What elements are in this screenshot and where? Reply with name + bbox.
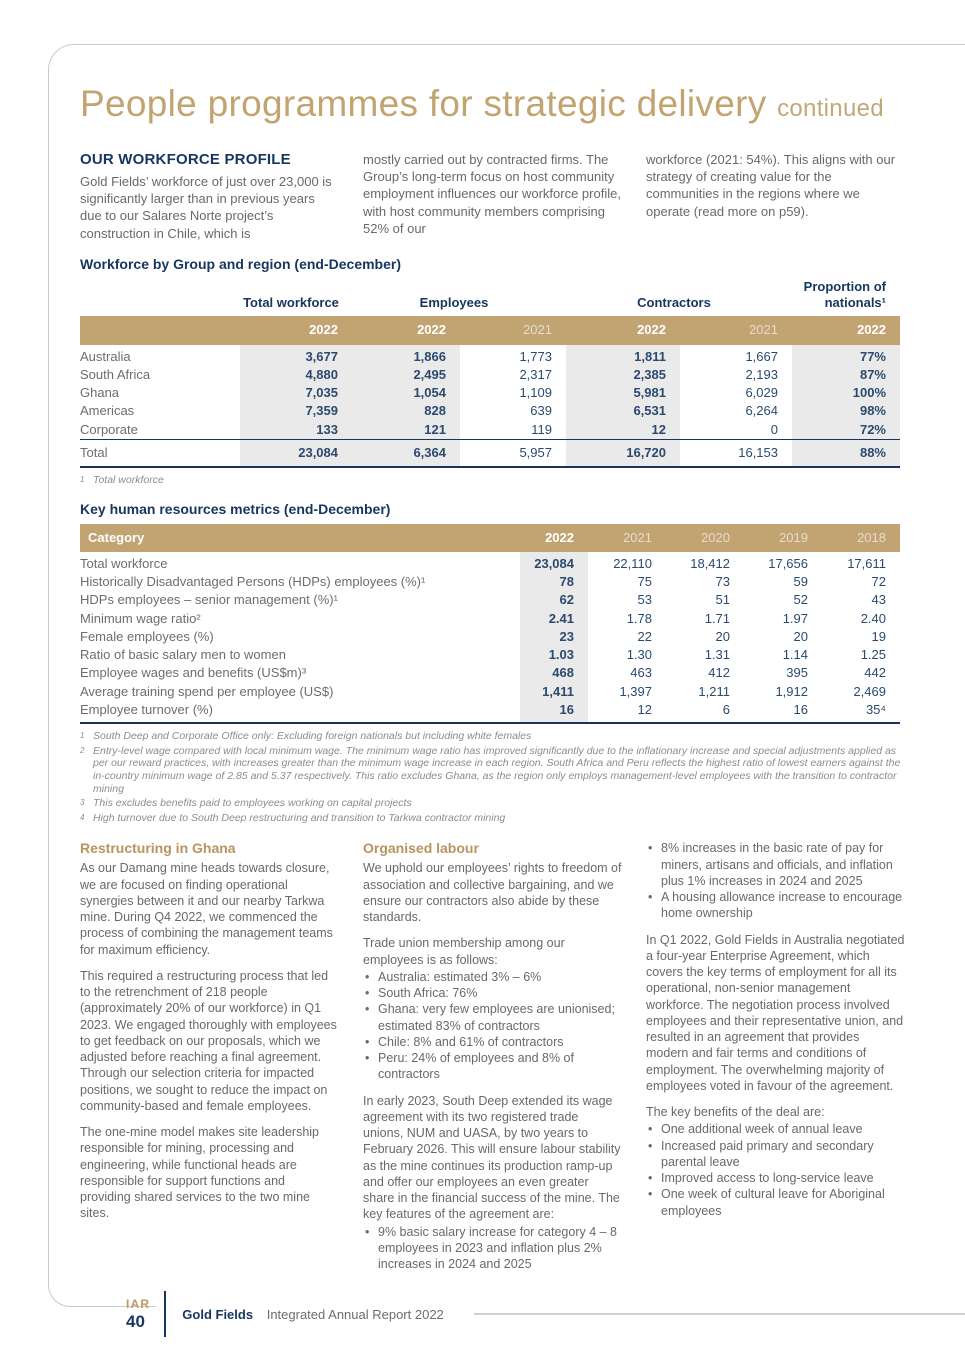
paragraph: This required a restructuring process that led to the retrenchment of 218 people (approximately 20% of our workforce) in Q1 2023. We engaged thoroughly with employees to get feedback on our proposals, which we adjusted before reaching a final agreement. Through our selection criteria for impacted positions, we sought to reduce the impact on community-based and female employees. (80, 968, 337, 1113)
region-label: Total (80, 439, 240, 467)
footer-iar-block (126, 1297, 150, 1332)
cell-value: 20 (715, 628, 730, 644)
cell-value: 16 (744, 701, 822, 723)
footer-brand-line (182, 1307, 444, 1322)
list-item: • South Africa: 76% (363, 985, 622, 1001)
cell-value: 5,957 (460, 439, 566, 467)
year-header: 2021 (460, 316, 566, 344)
footnote (80, 812, 905, 825)
footnote-marker: 4 (80, 812, 85, 822)
cell-value: 100% (792, 384, 900, 402)
table-row-south-africa (80, 366, 900, 384)
page-title-text: People programmes for strategic delivery (80, 83, 767, 124)
metrics-table-title: Key human resources metrics (end-December) (80, 500, 391, 517)
list-item: • One week of cultural leave for Aboriginal employees (646, 1186, 905, 1219)
cell-value: 1.14 (782, 647, 808, 663)
footer-report-title: Integrated Annual Report 2022 (266, 1306, 444, 1322)
metrics-header-row (80, 524, 900, 552)
metrics-row (80, 646, 900, 664)
footnote (80, 474, 905, 487)
cell-value: 19 (871, 628, 886, 644)
cell-value: 1,912 (775, 683, 808, 699)
cell-value: 1,773 (519, 348, 552, 364)
cell-value: 12 (566, 421, 680, 440)
cell-value: 1,411 (520, 683, 588, 701)
page-title (80, 84, 905, 125)
cell-value: 18,412 (690, 555, 730, 571)
cell-value: 133 (240, 421, 352, 440)
cell-value: 1.30 (626, 647, 652, 663)
cell-value: 1,866 (352, 345, 460, 366)
group-header-employees: Employees (419, 295, 489, 311)
footer-page-number: 40 (126, 1311, 145, 1331)
intro-heading: OUR WORKFORCE PROFILE (80, 150, 291, 168)
cell-value: 463 (630, 665, 652, 681)
metrics-row (80, 628, 900, 646)
footnote-text: This excludes benefits paid to employees working on capital projects (93, 797, 412, 810)
cell-value: 78 (520, 573, 588, 591)
bullet-list (363, 1224, 622, 1273)
list-item: • Ghana: very few employees are unionised; estimated 83% of contractors (363, 1001, 622, 1034)
section-heading-labour: Organised labour (363, 840, 479, 857)
cell-value: 6,264 (745, 403, 778, 419)
cell-value: 119 (531, 421, 552, 437)
year-header: 2018 (822, 524, 900, 552)
cell-value: 5,981 (566, 384, 680, 402)
cell-value: 7,035 (240, 384, 352, 402)
cell-value: 2.41 (520, 610, 588, 628)
cell-value: 77% (792, 345, 900, 366)
cell-value: 1,211 (698, 683, 730, 699)
cell-value: 3,677 (240, 345, 352, 366)
metric-label: Total workforce (80, 555, 168, 571)
table-row-ghana (80, 384, 900, 402)
cell-value: 1,054 (352, 384, 460, 402)
metrics-table-footnotes (80, 730, 905, 824)
list-item: • Chile: 8% and 61% of contractors (363, 1034, 622, 1050)
footnote-text: Total workforce (93, 474, 164, 487)
cell-value: 1.97 (782, 610, 808, 626)
narrative-sections (80, 840, 905, 1282)
region-label: Australia (80, 348, 131, 364)
paragraph: The one-mine model makes site leadership responsible for mining, processing and engineering, while functional heads are responsible for support functions and providing shared services to the two mine sites. (80, 1125, 320, 1221)
metric-label: HDPs employees – senior management (%)¹ (80, 592, 338, 608)
region-label: Americas (80, 403, 135, 419)
paragraph: As our Damang mine heads towards closure, we are focused on finding operational synergies between it and our nearby Tarkwa mine. During Q4 2022, we commenced the process of combining the management teams for maximum efficiency. (80, 861, 333, 957)
cell-value: 828 (352, 402, 460, 420)
intro-paragraph-3: workforce (2021: 54%). This aligns with our strategy of creating value for the communities in the regions where we operate (read more on p59). (646, 151, 896, 219)
cell-value: 43 (871, 592, 886, 608)
workforce-year-header-row (80, 316, 900, 344)
cell-value: 72 (871, 574, 886, 590)
region-label: Corporate (80, 421, 138, 437)
footnote-marker: 3 (80, 798, 85, 808)
section-restructuring-ghana (80, 840, 339, 1282)
cell-value: 88% (792, 439, 900, 467)
section-organised-labour (363, 840, 622, 1282)
region-label: South Africa (80, 366, 151, 382)
metric-label: Female employees (%) (80, 628, 214, 644)
cell-value: 17,656 (768, 555, 808, 571)
cell-value: 23,084 (240, 439, 352, 467)
cell-value: 1.25 (860, 647, 886, 663)
cell-value: 1.78 (626, 610, 652, 626)
list-item: • Increased paid primary and secondary parental leave (646, 1138, 905, 1171)
cell-value: 16,720 (566, 439, 680, 467)
section-agreement-details (646, 840, 905, 1282)
cell-value: 23 (520, 628, 588, 646)
cell-value: 17,611 (847, 555, 886, 571)
cell-value: 75 (637, 574, 652, 590)
metrics-row (80, 610, 900, 628)
paragraph: The key benefits of the deal are: (646, 1105, 825, 1120)
footnote-text: High turnover due to South Deep restructuring and transition to Tarkwa contractor mining (93, 811, 506, 824)
metric-label: Employee turnover (%) (80, 701, 520, 723)
list-item: • Australia: estimated 3% – 6% (363, 969, 622, 985)
metric-label: Average training spend per employee (US$) (80, 683, 334, 699)
metrics-row (80, 683, 900, 701)
intro-column-2 (363, 151, 622, 242)
cell-value: 639 (530, 403, 552, 419)
region-label: Ghana (80, 385, 120, 401)
cell-value: 12 (588, 701, 666, 723)
page-footer (126, 1291, 965, 1337)
paragraph: In early 2023, South Deep extended its wage agreement with its two registered trade unions, NUM and UASA, by two years to February 2026. This will ensure labour stability as the mine continues its production ramp-up and offer our employees an even greater share in the financial success of the mine. The key features of the agreement are: (363, 1093, 621, 1222)
page-title-continued: continued (777, 95, 884, 122)
cell-value: 1.31 (704, 647, 730, 663)
footnote-marker: 1 (80, 475, 85, 485)
cell-value: 72% (792, 421, 900, 440)
cell-value: 53 (637, 592, 652, 608)
footnote (80, 797, 905, 810)
list-item: • One additional week of annual leave (646, 1121, 905, 1137)
cell-value: 2,495 (352, 366, 460, 384)
cell-value: 87% (792, 366, 900, 384)
footer-iar-label: IAR (126, 1296, 151, 1311)
cell-value: 51 (715, 592, 730, 608)
cell-value: 2,385 (566, 366, 680, 384)
workforce-table (80, 279, 900, 468)
cell-value: 1,397 (619, 683, 652, 699)
metrics-row (80, 591, 900, 609)
cell-value: 73 (715, 574, 730, 590)
table-row-australia (80, 345, 900, 366)
cell-value: 1,109 (519, 385, 552, 401)
cell-value: 468 (520, 664, 588, 682)
footnote-marker: 1 (80, 731, 85, 741)
cell-value: 2.40 (860, 610, 886, 626)
cell-value: 6,029 (745, 385, 778, 401)
year-header: 2022 (520, 524, 588, 552)
workforce-group-header-row (80, 279, 900, 317)
table-row-total (80, 439, 900, 467)
cell-value: 1,811 (566, 345, 680, 366)
table-row-corporate (80, 421, 900, 440)
metrics-row (80, 573, 900, 591)
category-header: Category (80, 524, 520, 552)
list-item: • 8% increases in the basic rate of pay for miners, artisans and officials, and inflation plus 1% increases in 2024 and 2025 (646, 840, 905, 889)
list-item: • 9% basic salary increase for category 4 – 8 employees in 2023 and inflation plus 2% increases in 2024 and 2025 (363, 1224, 622, 1273)
metric-label: Minimum wage ratio² (80, 610, 201, 626)
cell-value: 412 (708, 665, 730, 681)
intro-paragraph-1: Gold Fields’ workforce of just over 23,000 is significantly larger than in previous years due to our Salares Norte project’s construction in Chile, which is (80, 173, 332, 241)
metric-label: Employee wages and benefits (US$m)³ (80, 665, 307, 681)
cell-value: 20 (793, 628, 808, 644)
paragraph: We uphold our employees’ rights to freedom of association and collective bargaining, and we ensure our contractors also abide by these standards. (363, 861, 622, 925)
footer-brand: Gold Fields (182, 1306, 254, 1322)
year-header: 2022 (792, 316, 900, 344)
group-header-total-workforce: Total workforce (243, 295, 339, 311)
metrics-row (80, 552, 900, 573)
list-item: • Improved access to long-service leave (646, 1170, 905, 1186)
cell-value: 98% (792, 402, 900, 420)
table-row-americas (80, 402, 900, 420)
cell-value: 2,193 (745, 366, 778, 382)
list-item: • A housing allowance increase to encourage home ownership (646, 889, 905, 922)
workforce-profile-intro (80, 151, 905, 242)
section-heading-ghana: Restructuring in Ghana (80, 840, 236, 857)
footer-rule (474, 1313, 965, 1315)
cell-value: 62 (520, 591, 588, 609)
cell-value: 52 (793, 592, 808, 608)
footer-divider (164, 1291, 166, 1337)
year-header: 2022 (240, 316, 352, 344)
bullet-list (646, 1121, 905, 1219)
cell-value: 2,469 (853, 683, 886, 699)
metrics-row (80, 701, 900, 723)
cell-value: 395 (786, 665, 808, 681)
cell-value: 121 (352, 421, 460, 440)
cell-value: 4,880 (240, 366, 352, 384)
year-header: 2022 (566, 316, 680, 344)
footnote (80, 745, 905, 795)
cell-value: 7,359 (240, 402, 352, 420)
year-header: 2021 (680, 316, 792, 344)
bullet-list (646, 840, 905, 921)
paragraph: Trade union membership among our employees is as follows: (363, 936, 565, 967)
cell-value: 6,364 (352, 439, 460, 467)
footnote-text: Entry-level wage compared with local minimum wage. The minimum wage ratio has improved significantly due to the inflationary increase and special adjustments applied as per our reward practices, with increases greater than the minimum wage increase in each region. South Africa and Peru reflects the highest ratio of lowest earners against the in-country minimum wage of 2.85 and 5.37 respectively. This ratio excludes Ghana, as the region only employs management-level employees with the transition to contractor mining (93, 744, 901, 795)
workforce-table-footnotes (80, 474, 905, 487)
workforce-table-title: Workforce by Group and region (end-December) (80, 255, 402, 272)
cell-value: 1,667 (745, 348, 778, 364)
year-header: 2021 (588, 524, 666, 552)
cell-value: 6,531 (566, 402, 680, 420)
cell-value: 16,153 (680, 439, 792, 467)
year-header: 2020 (666, 524, 744, 552)
intro-column-1 (80, 151, 339, 242)
cell-value: 16 (520, 701, 588, 723)
footnote-text: South Deep and Corporate Office only: Excluding foreign nationals but including white females (93, 730, 532, 743)
cell-value: 442 (864, 665, 886, 681)
cell-value: 59 (793, 574, 808, 590)
metric-label: Historically Disadvantaged Persons (HDPs) employees (%)¹ (80, 574, 426, 590)
list-item: • Peru: 24% of employees and 8% of contractors (363, 1050, 622, 1083)
footnote (80, 730, 905, 743)
cell-value: 22 (637, 628, 652, 644)
metric-label: Ratio of basic salary men to women (80, 647, 286, 663)
intro-paragraph-2: mostly carried out by contracted firms. The Group’s long-term focus on host community employment influences our workforce profile, with host community members comprising 52% of our (363, 151, 621, 236)
cell-value: 1.03 (520, 646, 588, 664)
group-header-nationals: Proportion of nationals¹ (803, 278, 886, 311)
cell-value: 35⁴ (822, 701, 900, 723)
group-header-contractors: Contractors (637, 295, 711, 311)
year-header: 2022 (352, 316, 460, 344)
cell-value: 2,317 (519, 366, 552, 382)
cell-value: 1.71 (704, 610, 730, 626)
intro-column-3 (646, 151, 905, 242)
footnote-marker: 2 (80, 745, 85, 755)
metrics-row (80, 664, 900, 682)
cell-value: 6 (666, 701, 744, 723)
bullet-list (363, 969, 622, 1083)
cell-value: 23,084 (520, 552, 588, 573)
metrics-table (80, 524, 900, 725)
paragraph: In Q1 2022, Gold Fields in Australia negotiated a four-year Enterprise Agreement, which covers the key terms of employment for all its operational, non-senior management workforce. The negotiation process involved employees and their representative union, and resulted in an agreement that provides modern and fair terms and conditions of employment. The overwhelming majority of employees voted in favour of the agreement. (646, 932, 905, 1093)
year-header: 2019 (744, 524, 822, 552)
cell-value: 0 (770, 421, 778, 437)
cell-value: 22,110 (613, 555, 652, 571)
